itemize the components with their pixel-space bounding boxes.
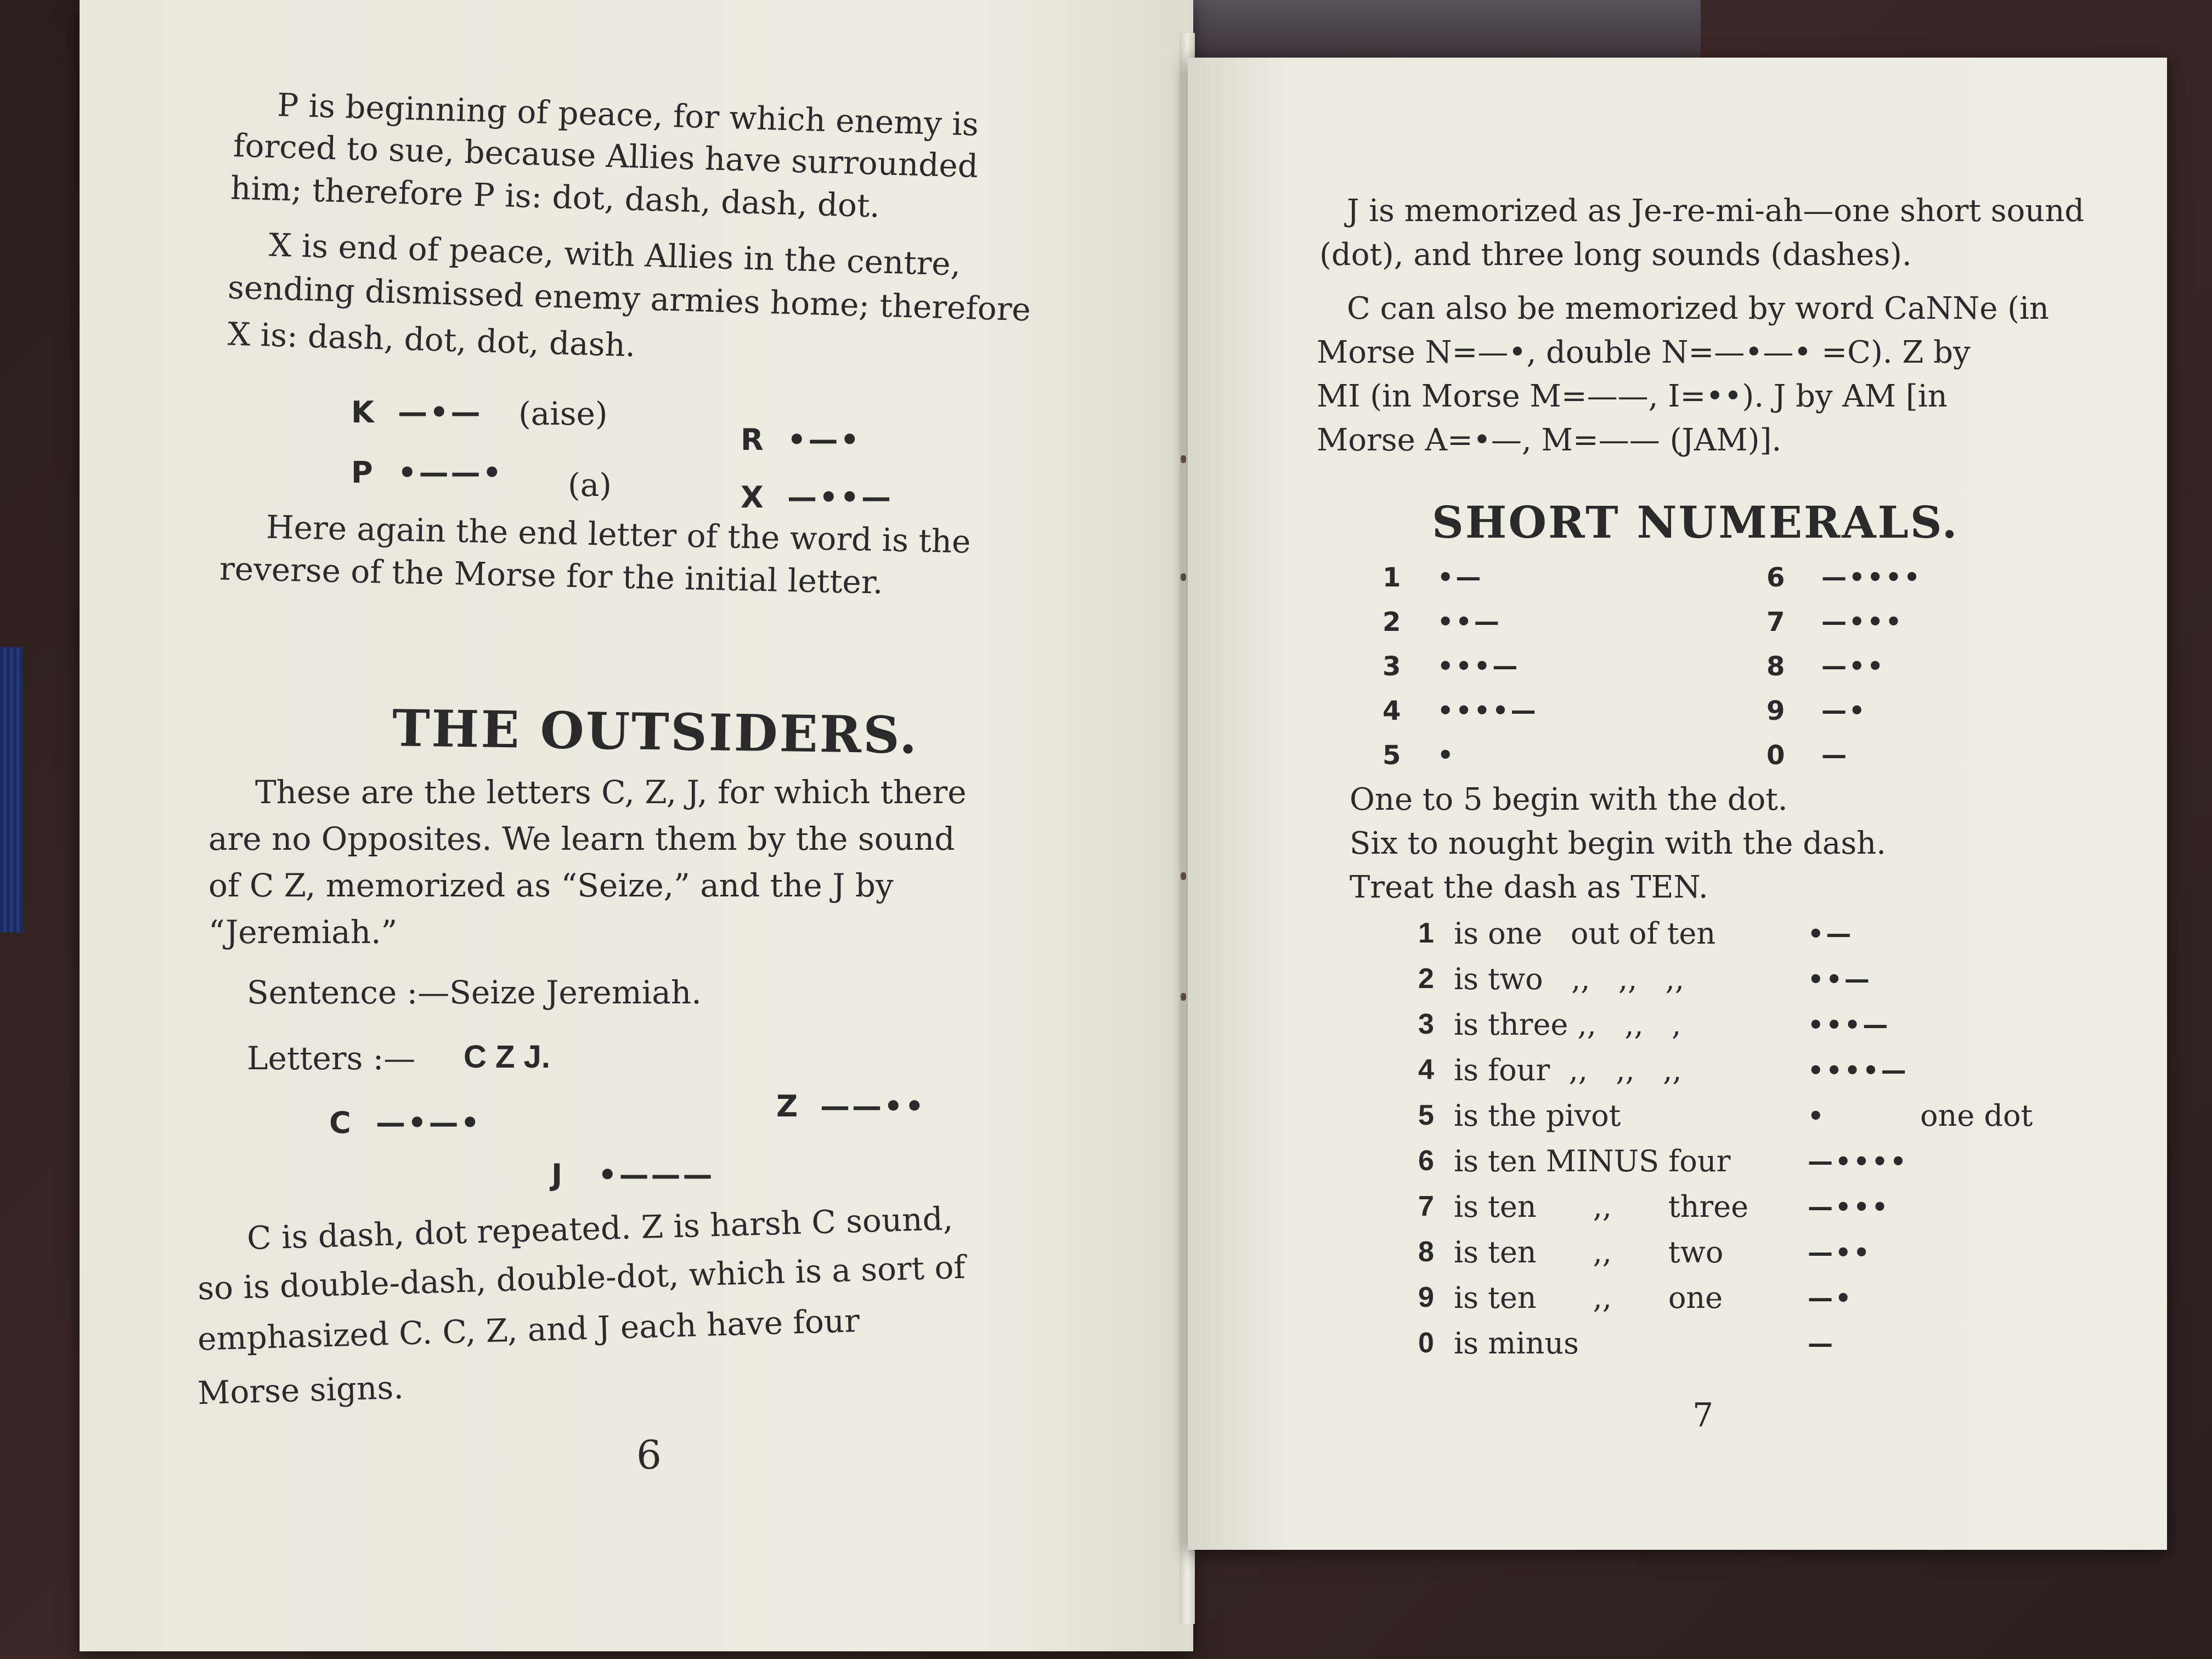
code-j: •———: [598, 1158, 715, 1192]
table-row-number: 9: [1418, 1282, 1434, 1313]
letter-z: Z: [776, 1089, 800, 1124]
rule-line: One to 5 begin with the dot.: [1350, 782, 1788, 817]
numeral-morse-code: —•: [1821, 696, 1867, 725]
numeral-morse-code: —•••: [1821, 607, 1904, 636]
code-z: ——••: [820, 1089, 927, 1124]
section-heading: THE OUTSIDERS.: [392, 698, 919, 765]
numeral-morse-code: •: [1437, 740, 1456, 770]
letter-j: J: [551, 1158, 565, 1192]
numeral-digit: 6: [1767, 562, 1787, 593]
numeral-digit: 9: [1767, 696, 1787, 726]
numeral-morse-code: ••—: [1437, 607, 1502, 636]
binding-stitch: [1181, 993, 1186, 1001]
example-letter-k: K: [351, 395, 376, 430]
right-page: [1188, 58, 2167, 1550]
numeral-morse-code: —••: [1821, 651, 1886, 681]
page-number: 7: [1692, 1396, 1714, 1435]
text-line: so is double-dash, double-dot, which is a sort of: [197, 1248, 966, 1307]
table-row-description: is the pivot: [1454, 1098, 1621, 1133]
table-row-description: is ten ,, two: [1454, 1235, 1724, 1269]
table-row-number: 1: [1418, 917, 1434, 949]
letters-label: Letters :—: [247, 1040, 416, 1077]
table-row-morse: —••••: [1808, 1147, 1909, 1176]
numeral-digit: 5: [1383, 740, 1403, 771]
example-note-k: (aise): [518, 395, 608, 432]
text-line: J is memorized as Je-re-mi-ah—one short sound: [1347, 193, 2085, 229]
table-row-morse: —••: [1808, 1238, 1872, 1267]
text-line: MI (in Morse M=——, I=••). J by AM [in: [1317, 379, 1948, 414]
rule-line: Treat the dash as TEN.: [1350, 870, 1708, 905]
table-row-number: 6: [1418, 1145, 1434, 1177]
numeral-morse-code: —••••: [1821, 562, 1922, 592]
example-code-p: •——•: [398, 455, 504, 490]
example-note-p: (a): [568, 466, 612, 504]
numeral-morse-code: ••••—: [1437, 696, 1538, 725]
example-letter-p: P: [351, 455, 375, 490]
table-row-number: 0: [1418, 1327, 1434, 1359]
example-code-x: —••—: [787, 480, 894, 515]
text-line: reverse of the Morse for the initial letter.: [219, 550, 884, 601]
table-row-description: is minus: [1454, 1326, 1579, 1361]
binding-stitch: [1181, 872, 1186, 880]
binding-stitch: [1181, 573, 1186, 581]
table-row-morse: ••—: [1808, 964, 1872, 994]
text-line: Morse N=—•, double N=—•—• =C). Z by: [1317, 335, 1971, 370]
left-page: [80, 0, 1193, 1651]
example-code-k: —•—: [398, 395, 483, 430]
table-row-morse: •: [1808, 1101, 1826, 1131]
text-line: Morse signs.: [197, 1368, 404, 1412]
text-line: “Jeremiah.”: [208, 913, 398, 951]
table-row-morse: ••••—: [1808, 1056, 1909, 1085]
example-letter-r: R: [741, 422, 766, 457]
section-heading: SHORT NUMERALS.: [1432, 496, 1959, 548]
text-line: X is: dash, dot, dot, dash.: [227, 315, 636, 364]
table-row-description: is ten ,, one: [1454, 1280, 1723, 1315]
table-row-morse: —•••: [1808, 1192, 1891, 1222]
text-line: C can also be memorized by word CaNNe (in: [1347, 291, 2049, 326]
table-row-number: 7: [1418, 1190, 1434, 1222]
table-row-description: is four ,, ,, ,,: [1454, 1053, 1682, 1087]
bookmark-ribbon: [0, 647, 23, 933]
numeral-digit: 3: [1383, 651, 1403, 682]
text-line: forced to sue, because Allies have surrounded: [233, 127, 979, 185]
table-row-number: 2: [1418, 963, 1434, 995]
table-row-morse: —•: [1808, 1283, 1854, 1313]
numeral-morse-code: •••—: [1437, 651, 1520, 681]
numeral-digit: 8: [1767, 651, 1787, 682]
numeral-digit: 2: [1383, 607, 1403, 637]
table-row-description: is two ,, ,, ,,: [1454, 962, 1685, 996]
text-line: (dot), and three long sounds (dashes).: [1319, 237, 1912, 273]
table-row-morse: —: [1808, 1329, 1835, 1358]
numeral-morse-code: •—: [1437, 562, 1483, 592]
table-row-number: 5: [1418, 1099, 1434, 1131]
example-letter-x: X: [741, 480, 766, 515]
sentence-line: Sentence :—Seize Jeremiah.: [247, 974, 702, 1011]
numeral-digit: 7: [1767, 607, 1787, 637]
table-row-description: is ten ,, three: [1454, 1189, 1749, 1224]
table-row-number: 8: [1418, 1236, 1434, 1268]
text-line: are no Opposites. We learn them by the sound: [208, 820, 955, 857]
table-row-description: is one out of ten: [1454, 916, 1716, 951]
table-row-description: is ten MINUS four: [1454, 1144, 1731, 1178]
text-line: X is end of peace, with Allies in the centre,: [268, 226, 962, 283]
example-code-r: •—•: [787, 422, 862, 457]
code-c: —•—•: [376, 1105, 482, 1140]
table-row-number: 3: [1418, 1008, 1434, 1040]
numeral-digit: 1: [1383, 562, 1403, 593]
rule-line: Six to nought begin with the dash.: [1350, 826, 1886, 861]
text-line: Here again the end letter of the word is the: [266, 508, 972, 561]
text-line: C is dash, dot repeated. Z is harsh C sound,: [246, 1200, 953, 1257]
table-row-number: 4: [1418, 1054, 1434, 1086]
text-line: P is beginning of peace, for which enemy is: [276, 86, 979, 143]
numeral-digit: 0: [1767, 740, 1787, 771]
letters-value: C Z J.: [464, 1039, 550, 1075]
text-line: Morse A=•—, M=—— (JAM)].: [1317, 422, 1782, 458]
table-row-morse: •—: [1808, 919, 1854, 949]
text-line: emphasized C. C, Z, and J each have four: [197, 1302, 860, 1358]
table-row-description: is three ,, ,, ,: [1454, 1007, 1681, 1042]
numeral-morse-code: —: [1821, 740, 1849, 770]
letter-c: C: [329, 1105, 353, 1140]
text-line: These are the letters C, Z, J, for which there: [255, 774, 967, 811]
page-number: 6: [636, 1432, 662, 1478]
binding-stitch: [1181, 455, 1186, 463]
table-row-morse: •••—: [1808, 1010, 1891, 1040]
text-line: sending dismissed enemy armies home; therefore: [227, 268, 1031, 329]
text-line: of C Z, memorized as “Seize,” and the J by: [208, 867, 894, 904]
text-line: him; therefore P is: dot, dash, dash, dot.: [230, 169, 881, 225]
numeral-digit: 4: [1383, 696, 1403, 726]
table-row-note: one dot: [1920, 1098, 2033, 1133]
